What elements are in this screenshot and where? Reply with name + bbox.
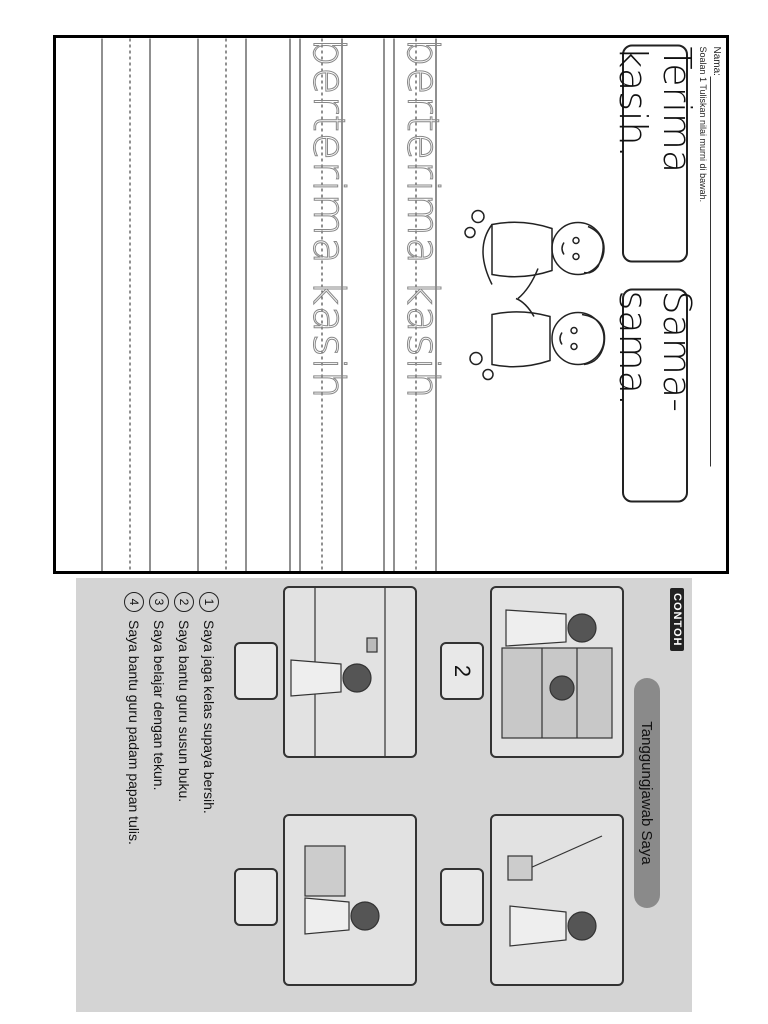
- option-text: Saya bantu guru padam papan tulis.: [126, 620, 143, 845]
- trace-text-line-2: berterima kasih: [303, 38, 354, 400]
- answer-box-example: 2: [440, 642, 484, 700]
- worksheet-responsibility-page: [76, 578, 692, 1012]
- worksheet-gratitude-page: [56, 38, 726, 571]
- speech-bubble-welcome: [611, 288, 699, 502]
- example-badge: CONTOH: [670, 588, 684, 651]
- worksheet-responsibility: [76, 578, 692, 1012]
- option-number: 3: [150, 592, 170, 612]
- answer-box-3[interactable]: [234, 642, 278, 700]
- picture-studying: [283, 814, 417, 986]
- question-text: Soalan 1 Tuliskan nilai murni di bawah.: [698, 46, 708, 202]
- handwriting-lines: [56, 38, 446, 571]
- option-number: 1: [200, 592, 220, 612]
- speech-bubble-thank-you-text: Terima kasih.: [611, 46, 699, 173]
- answer-box-2[interactable]: [440, 868, 484, 926]
- name-label: Nama:: [711, 46, 722, 76]
- worksheet-title: Tanggungjawab Saya: [634, 678, 660, 908]
- speech-bubble-welcome-text: Sama-sama.: [611, 290, 699, 412]
- answer-box-4[interactable]: [234, 868, 278, 926]
- picture-arranging-books: [490, 586, 624, 758]
- speech-bubble-thank-you: [611, 44, 699, 262]
- option-item: [147, 592, 172, 1002]
- option-item: [172, 592, 197, 1002]
- option-number: 2: [175, 592, 195, 612]
- option-text: Saya belajar dengan tekun.: [151, 620, 168, 791]
- worksheet-gratitude: [53, 35, 729, 574]
- option-text: Saya bantu guru susun buku.: [176, 620, 193, 803]
- option-number: 4: [125, 592, 145, 612]
- option-item: [197, 592, 222, 1002]
- picture-sweeping: [490, 814, 624, 986]
- name-line[interactable]: [710, 76, 711, 466]
- trace-text-line-1: berterima kasih: [397, 38, 448, 400]
- option-text: Saya jaga kelas supaya bersih.: [201, 620, 218, 814]
- picture-erasing-board: [283, 586, 417, 758]
- option-item: [122, 592, 147, 1002]
- options-list: [122, 592, 222, 1002]
- children-illustration: [458, 198, 618, 388]
